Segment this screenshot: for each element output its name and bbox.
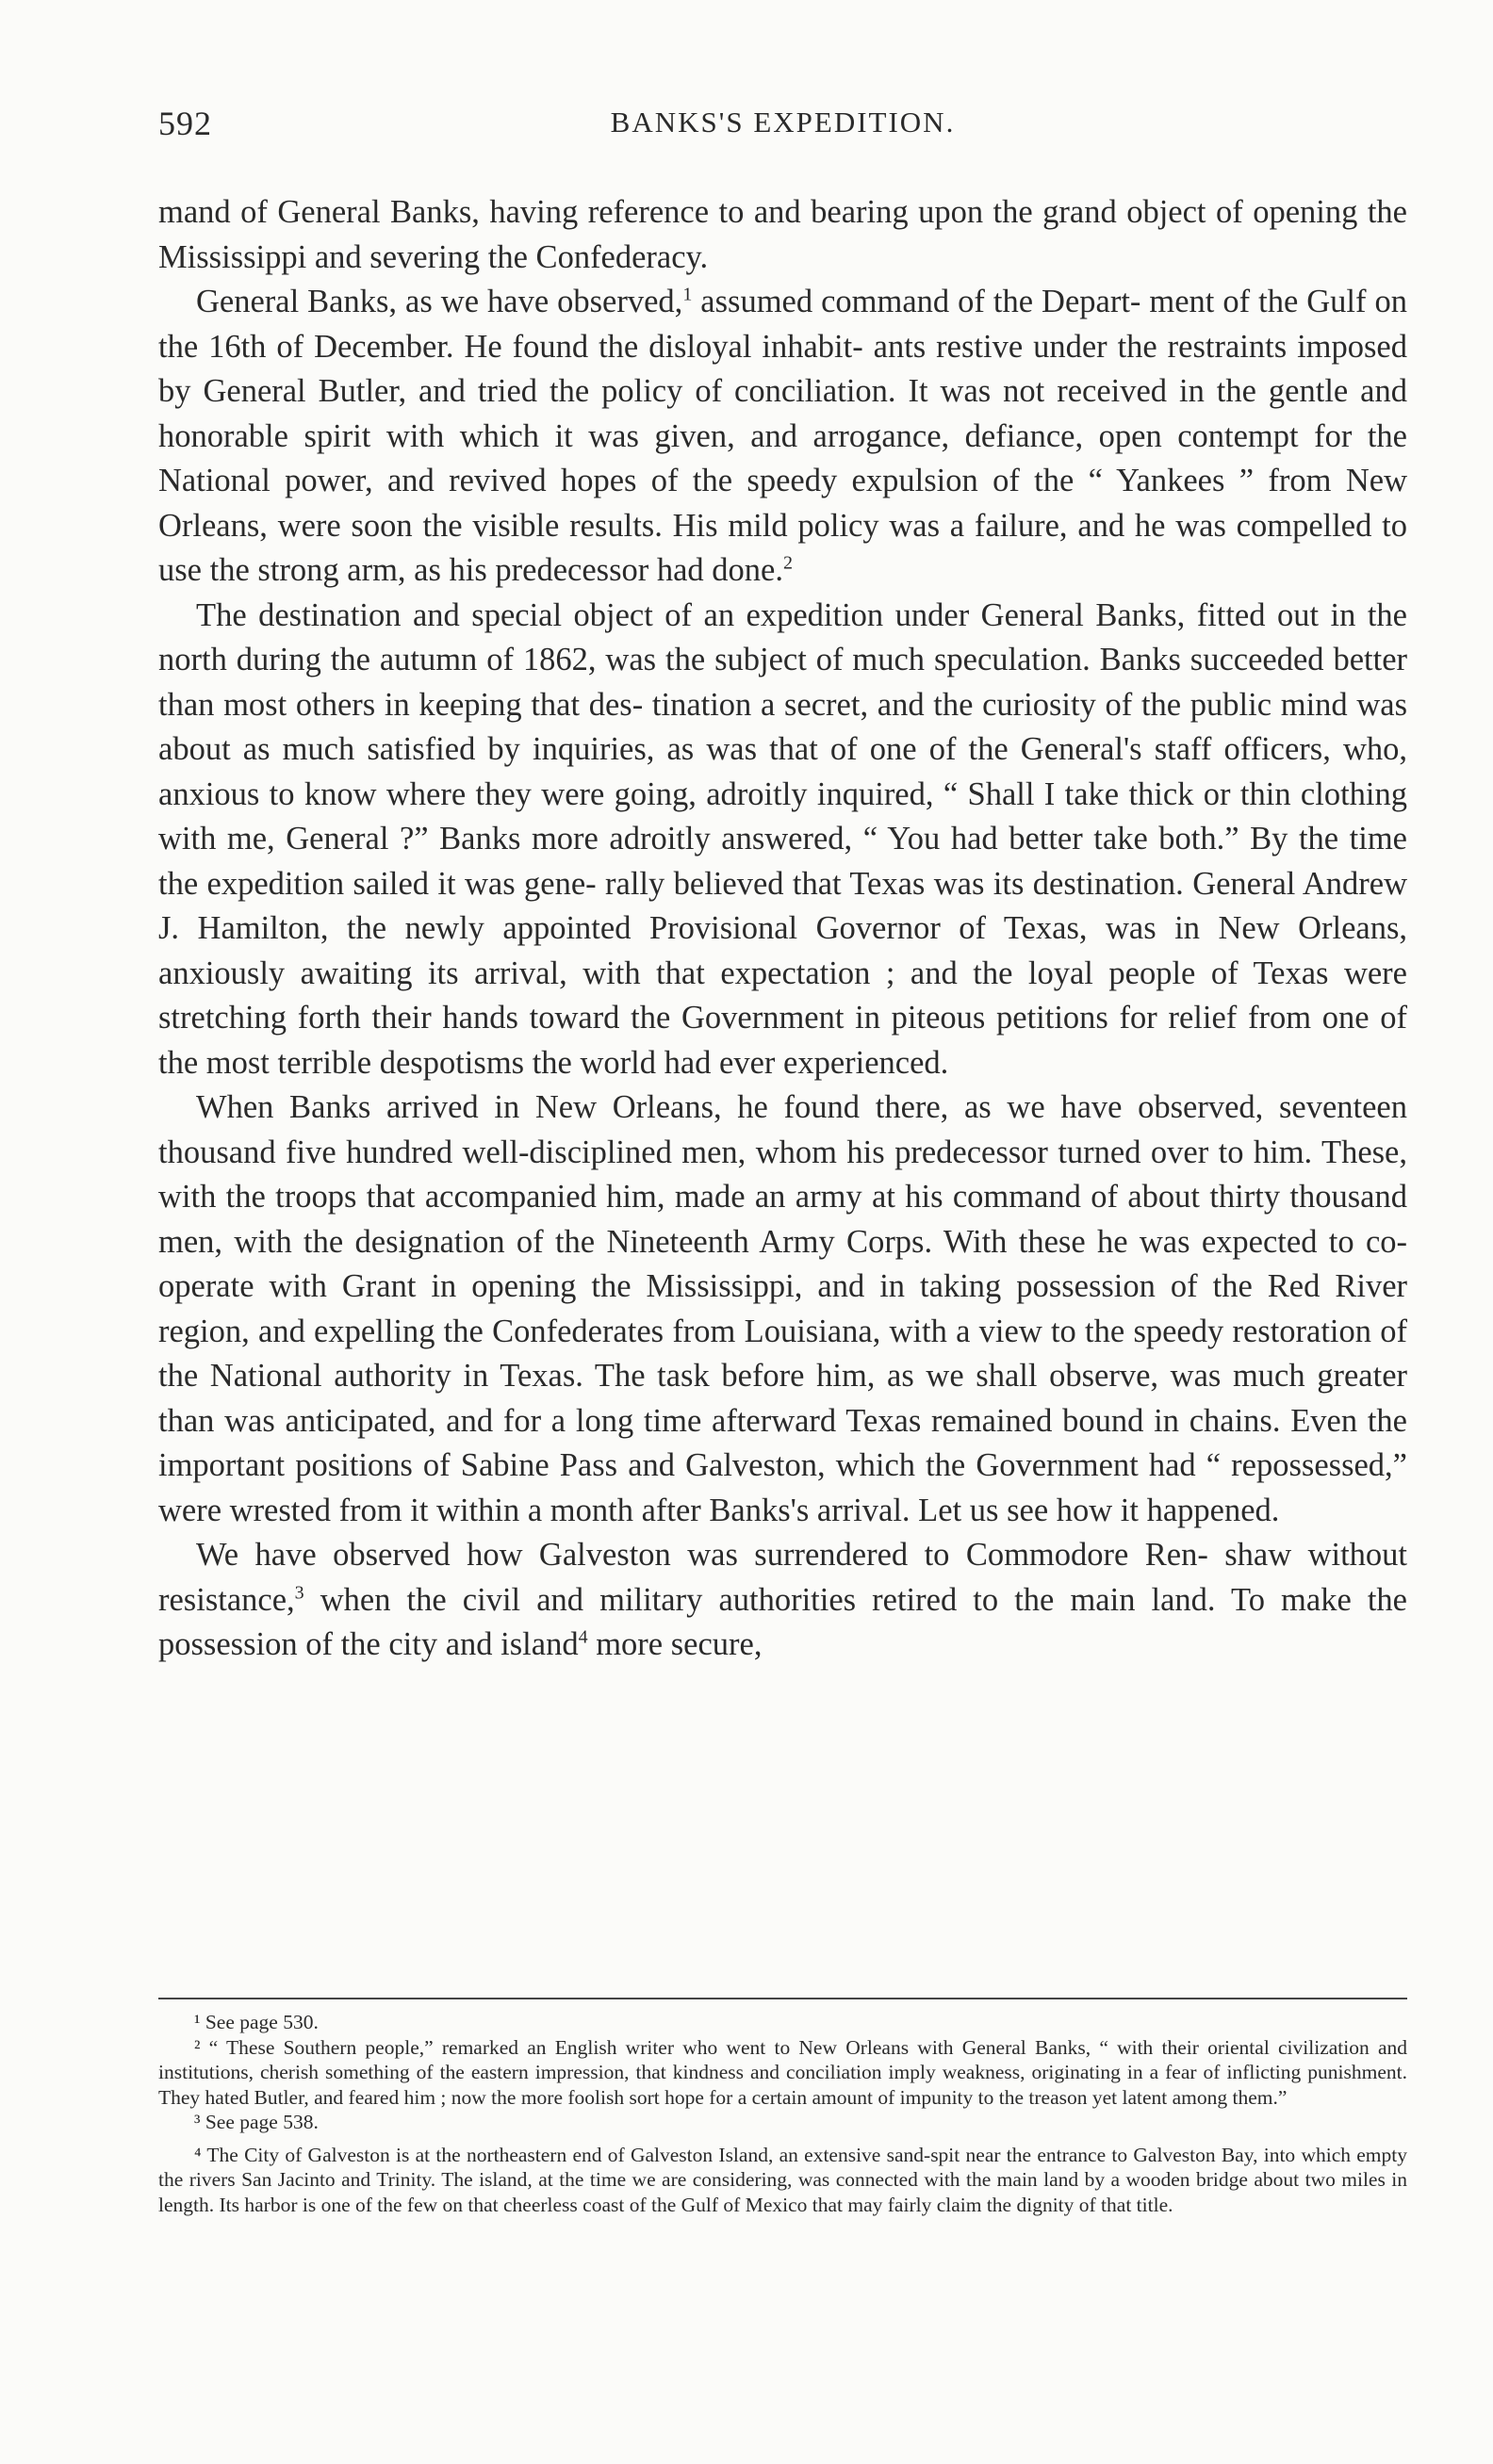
running-title: BANKS'S EXPEDITION. xyxy=(610,106,956,139)
paragraph-3 xyxy=(158,594,1407,1086)
footnote-ref-4[interactable]: 4 xyxy=(578,1626,588,1648)
paragraph-1 xyxy=(158,190,1407,280)
page-number: 592 xyxy=(158,105,212,142)
body-text xyxy=(158,190,1407,1668)
paragraph-1-text: mand of General Banks, having reference to and bearing upon the grand object of opening the Mississippi and severing the Confederacy. xyxy=(158,194,1407,275)
footnote-ref-1[interactable]: 1 xyxy=(682,284,693,305)
paragraph-5-text-a: We have observed how Galveston was surrendered to Commodore Ren- shaw without resistance, xyxy=(158,1537,1407,1618)
footnote-divider xyxy=(158,1998,1407,1999)
footnote-3: ³ See page 538. xyxy=(194,2111,319,2133)
paragraph-3-text: The destination and special object of an expedition under General Banks, fitted out in the north during the autumn of 1862, was the subject of much speculation. Banks succeeded better than most others in keeping that des- tination a secret, and the curiosity of the public mind was about as much satisfied by inquiries, as was that of one of the General's staff officers, who, anxious to know where they were going, adroitly inquired, “ Shall I take thick or thin clothing with me, General ?” Banks more adroitly answered, “ You had better take both.” By the time the expedition sailed it was gene- rally believed that Texas was its destination. General Andrew J. Hamilton, the newly appointed Provisional Governor of Texas, was in New Orleans, anxiously awaiting its arrival, with that expectation ; and the loyal people of Texas were stretching forth their hands toward the Government in piteous petitions for relief from one of the most terrible despotisms the world had ever experienced. xyxy=(158,596,1407,1081)
paragraph-2 xyxy=(158,280,1407,594)
paragraph-5 xyxy=(158,1533,1407,1668)
footnotes xyxy=(158,2010,1407,2217)
running-head xyxy=(158,104,1407,151)
footnote-2: ² “ These Southern people,” remarked an English writer who went to New Orleans with General Banks, “ with their oriental civilization and institutions, cherish something of the eastern impression, that kindness and conciliation imply weakness, originating in a fear of inflicting punishment. They hated Butler, and feared him ; now the more foolish sort hope for a certain amount of impunity to the treason yet latent among them.” xyxy=(158,2035,1407,2109)
paragraph-5-text-c: more secure, xyxy=(587,1626,763,1662)
footnote-ref-3[interactable]: 3 xyxy=(294,1582,304,1603)
paragraph-2-text-b: assumed command of the Depart- ment of the Gulf on the 16th of December. He found the disloyal inhabit- ants restive under the restraints imposed by General Butler, and tried the policy of conciliation. It was not received in the gentle and honorable spirit with which it was given, and arrogance, defiance, open contempt for the National power, and revived hopes of the speedy expulsion of the “ Yankees ” from New Orleans, were soon the visible results. His mild policy was a failure, and he was compelled to use the strong arm, as his predecessor had done. xyxy=(158,284,1407,588)
footnote-4: ⁴ The City of Galveston is at the northeastern end of Galveston Island, an extensive sand-spit near the entrance to Galveston Bay, into which empty the rivers San Jacinto and Trinity. The island, at the time we are considering, was connected with the main land by a wooden bridge about two miles in length. Its harbor is one of the few on that cheerless coast of the Gulf of Mexico that may fairly claim the dignity of that title. xyxy=(158,2143,1407,2216)
footnote-ref-2[interactable]: 2 xyxy=(782,552,793,574)
paragraph-4 xyxy=(158,1085,1407,1533)
paragraph-2-text-a: General Banks, as we have observed, xyxy=(196,284,683,319)
paragraph-5-text-b: when the civil and military authorities retired to the main land. To make the possession of the city and island xyxy=(158,1581,1407,1662)
footnote-1: ¹ See page 530. xyxy=(194,2011,319,2033)
paragraph-4-text: When Banks arrived in New Orleans, he found there, as we have observed, seventeen thousand five hundred well-disciplined men, whom his predecessor turned over to him. These, with the troops that accompanied him, made an army at his command of about thirty thousand men, with the designation of the Nineteenth Army Corps. With these he was expected to co-operate with Grant in opening the Mississippi, and in taking possession of the Red River region, and expelling the Confederates from Louisiana, with a view to the speedy restoration of the National authority in Texas. The task before him, as we shall observe, was much greater than was anticipated, and for a long time afterward Texas remained bound in chains. Even the important positions of Sabine Pass and Galveston, which the Government had “ repossessed,” were wrested from it within a month after Banks's arrival. Let us see how it happened. xyxy=(158,1089,1407,1528)
